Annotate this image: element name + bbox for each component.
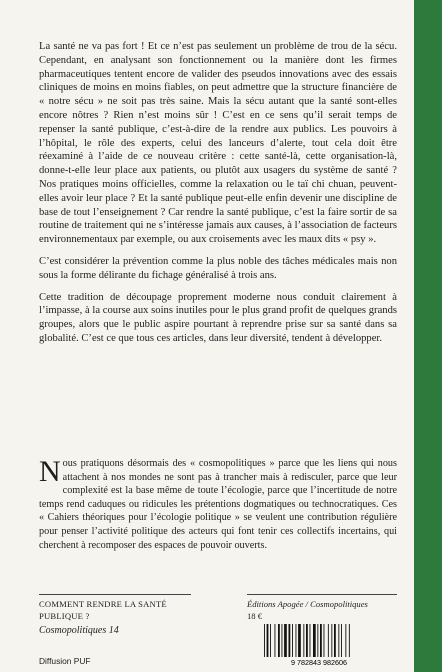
publisher: Éditions Apogée / Cosmopolitiques bbox=[247, 599, 368, 609]
barcode-bar bbox=[267, 624, 269, 657]
barcode-bar bbox=[284, 624, 287, 657]
footer-left bbox=[39, 598, 209, 637]
barcode-bar bbox=[331, 624, 332, 657]
paragraph-3: Cette tradition de découpage proprement moderne nous conduit clairement à l’impasse, à la course aux soins inutiles pour le plus grand profit de quelques grands groupes, alors que le public aspire pourtant à reprendre prise sur sa santé dans sa globalité. C’est ce que tous ces articles, dans leur diversité, tendent à développer. bbox=[39, 291, 397, 344]
barcode-bar bbox=[282, 624, 283, 657]
book-title: COMMENT RENDRE LA SANTÉ PUBLIQUE ? bbox=[39, 599, 167, 621]
footer-right bbox=[247, 598, 397, 622]
paragraph-1: La santé ne va pas fort ! Et ce n’est pas seulement un problème de trou de la sécu. Cependant, en analysant son fonctionnement ou la manière dont les firmes pharmaceutiques tentent encore de valider des pseudos innovations avec des essais cliniques de moins en moins fiables, on peut admettre que la structure financière de « notre sécu » ne soit pas très saine. Mais la sécu autant que la santé sont-elles encore nôtres ? Rien n’est moins sûr ! C’est en ce sens qu’il serait temps de repenser la santé publique, c’est-à-dire de la rendre aux publics. Les pouvoirs à l’hôpital, le rôle des experts, celui des lanceurs d’alerte, tout cela doit être réexaminé à l’aide de ce nouveau critère : cette santé-là, cette organisation-là, donne-t-elle leur place aux patients, ou plutôt aux usagers du système de santé ? Nos pratiques moins officielles, comme la relaxation ou le taï chi chuan, peuvent-elles avoir leur place ? Et la santé publique peut-elle enfin devenir une discipline de base de tout l’enseignement ? Car rendre la santé publique, c’est la faire sortir de sa routine de traitement qui ne s’intéresse jamais aux causes, à l’association de facteurs environnementaux par exemple, ou aux croisements avec les maux dits « psy ». bbox=[39, 41, 397, 246]
barcode-bar bbox=[270, 624, 271, 657]
barcode-bar bbox=[341, 624, 342, 657]
barcode-bar bbox=[306, 624, 308, 657]
barcode-bar bbox=[324, 624, 325, 657]
price: 18 € bbox=[247, 611, 263, 621]
dropcap-letter: N bbox=[39, 455, 61, 488]
barcode-bar bbox=[349, 624, 350, 657]
barcode-bar bbox=[296, 624, 297, 657]
barcode-bar bbox=[310, 624, 311, 657]
barcode-bar bbox=[289, 624, 291, 657]
back-cover-text bbox=[39, 40, 397, 354]
barcode-bar bbox=[334, 624, 336, 657]
barcode-bar bbox=[303, 624, 304, 657]
green-side-band bbox=[414, 0, 442, 672]
isbn-text: 9 782843 982606 bbox=[291, 658, 347, 666]
distribution: Diffusion PUF bbox=[39, 656, 91, 666]
series-name: Cosmopolitiques 14 bbox=[39, 625, 119, 636]
barcode-bar bbox=[328, 624, 329, 657]
footer-divider-left bbox=[39, 594, 191, 595]
paragraph-2: C’est considérer la prévention comme la plus noble des tâches médicales mais non sous la forme délirante du fichage généralisé à trois ans. bbox=[39, 255, 397, 281]
barcode bbox=[260, 624, 378, 666]
barcode-bar bbox=[264, 624, 265, 657]
barcode-bar bbox=[320, 624, 322, 657]
barcode-bar bbox=[338, 624, 339, 657]
barcode-bar bbox=[298, 624, 301, 657]
barcode-bar bbox=[275, 624, 276, 657]
barcode-bar bbox=[278, 624, 280, 657]
series-blurb bbox=[39, 457, 397, 552]
barcode-bar bbox=[292, 624, 293, 657]
barcode-bar bbox=[345, 624, 346, 657]
barcode-bar bbox=[313, 624, 316, 657]
footer-divider-right bbox=[247, 594, 397, 595]
barcode-bar bbox=[317, 624, 318, 657]
blurb-text: ous pratiquons désormais des « cosmopolitiques » parce que les liens qui nous attachent à nos mondes ne sont pas à trancher mais à redisculer, parce que leur complexité est la base même de toute l’écologie, parce que l’incertitude de notre temps rend caduques ou ridicules les prétentions dogmatiques ou technocratiques. Ces « Cahiers théoriques pour l’écologie politique » se veulent une contribution régulière pour penser l’activité politique des acteurs qui font tenir ces collectifs incertains, qui cherchent à recomposer des espaces de pouvoir ouverts. bbox=[39, 458, 397, 551]
